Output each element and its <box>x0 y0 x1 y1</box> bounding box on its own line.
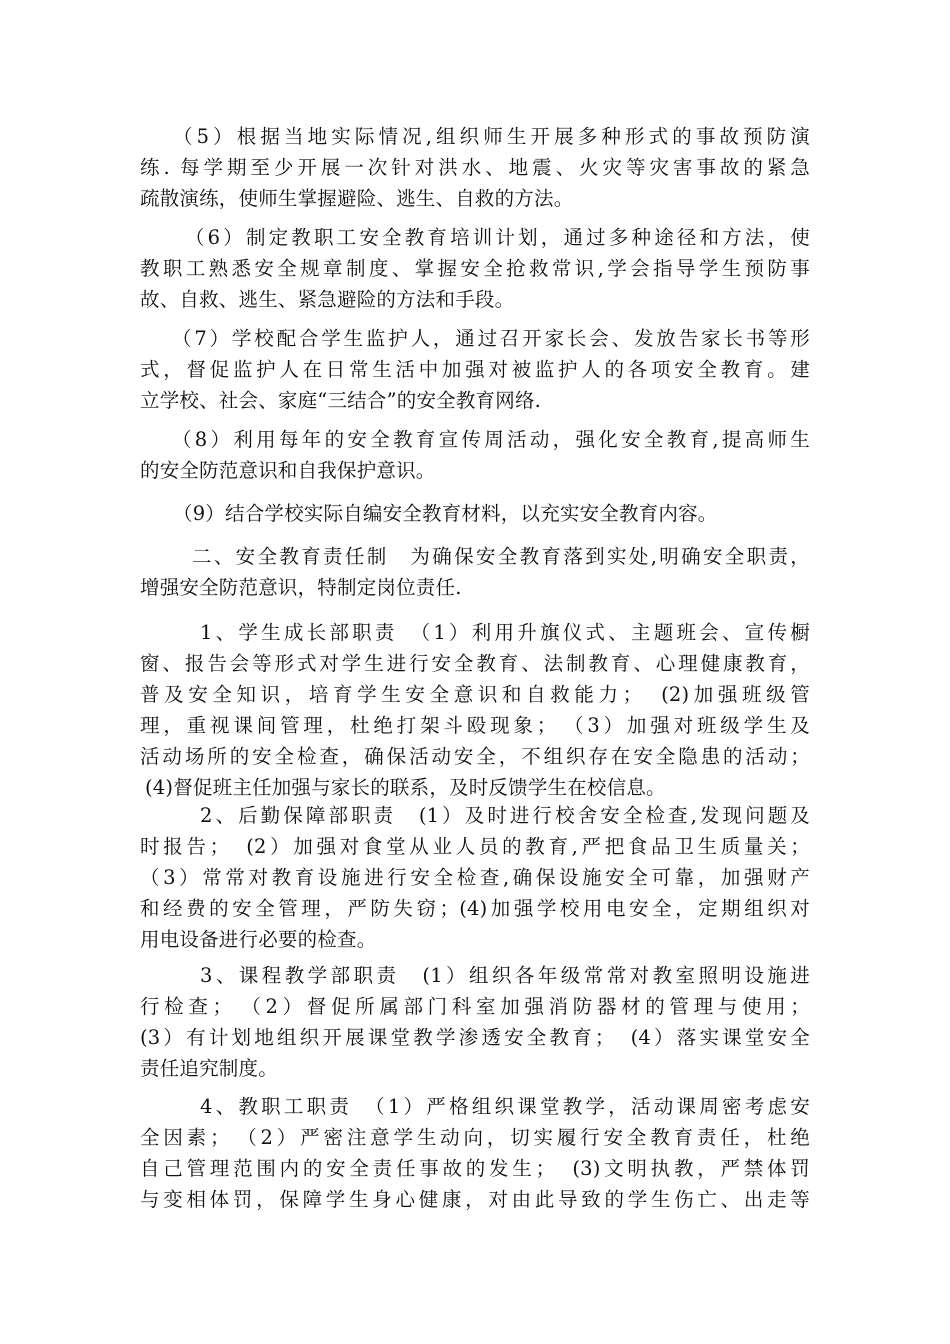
paragraph-item-5 <box>140 121 810 214</box>
text-line: 理，重视课间管理，杜绝打架斗殴现象； （3）加强对班级学生及 <box>140 714 810 737</box>
text-line: （9）结合学校实际自编安全教育材料，以充实安全教育内容。 <box>173 502 718 525</box>
paragraph-item-6 <box>140 222 810 315</box>
text-line: 时报告； (2）加强对食堂从业人员的教育,严把食品卫生质量关； <box>140 835 810 858</box>
text-line: 1、学生成长部职责 （1）利用升旗仪式、主题班会、宣传橱 <box>200 621 810 644</box>
text-line: 3、课程教学部职责 (1）组织各年级常常对教室照明设施进 <box>200 964 810 987</box>
text-line: (3）有计划地组织开展课堂教学渗透安全教育； (4）落实课堂安全 <box>140 1026 810 1049</box>
text-line: (4)督促班主任加强与家长的联系，及时反馈学生在校信息。 <box>145 776 666 799</box>
text-line: （7）学校配合学生监护人，通过召开家长会、发放告家长书等形 <box>172 327 810 350</box>
section-two-heading-paragraph <box>140 541 810 603</box>
text-line: （3）常常对教育设施进行安全检查,确保设施安全可靠，加强财产 <box>140 866 810 889</box>
text-line: 行检查； （2）督促所属部门科室加强消防器材的管理与使用； <box>140 995 810 1018</box>
text-line: 4、教职工职责 （1）严格组织课堂教学，活动课周密考虑安 <box>200 1095 810 1118</box>
text-line: 与变相体罚，保障学生身心健康，对由此导致的学生伤亡、出走等 <box>140 1188 810 1211</box>
text-line: 和经费的安全管理，严防失窃；(4)加强学校用电安全，定期组织对 <box>140 897 810 920</box>
text-line: 教职工熟悉安全规章制度、掌握安全抢救常识,学会指导学生预防事 <box>140 257 810 280</box>
text-line: （6）制定教职工安全教育培训计划，通过多种途径和方法，使 <box>185 226 810 249</box>
text-line: 二、安全教育责任制 为确保安全教育落到实处,明确安全职责， <box>192 545 810 568</box>
text-line: 式，督促监护人在日常生活中加强对被监护人的各项安全教育。建 <box>140 358 810 381</box>
text-line: 用电设备进行必要的检查。 <box>140 928 377 951</box>
paragraph-item-7 <box>140 323 810 416</box>
duty-curriculum-dept <box>140 960 810 1084</box>
text-line: 2、后勤保障部职责 (1）及时进行校舍安全检查,发现问题及 <box>200 804 810 827</box>
text-line: （5）根据当地实际情况,组织师生开展多种形式的事故预防演 <box>173 125 810 148</box>
paragraph-item-8 <box>140 424 810 486</box>
text-line: 责任追究制度。 <box>140 1057 278 1080</box>
text-line: 全因素； （2）严密注意学生动向，切实履行安全教育责任，杜绝 <box>140 1126 810 1149</box>
text-line: 自己管理范围内的安全责任事故的发生； (3)文明执教，严禁体罚 <box>140 1157 810 1180</box>
paragraph-item-9 <box>140 498 810 529</box>
text-line: 练. 每学期至少开展一次针对洪水、地震、火灾等灾害事故的紧急 <box>140 156 810 179</box>
text-line: 活动场所的安全检查，确保活动安全，不组织存在安全隐患的活动； <box>140 745 810 768</box>
text-line: 疏散演练，使师生掌握避险、逃生、自救的方法。 <box>140 187 574 210</box>
text-line: 立学校、社会、家庭“三结合”的安全教育网络. <box>140 389 542 412</box>
text-line: 普及安全知识，培育学生安全意识和自救能力； (2)加强班级管 <box>140 683 810 706</box>
text-line: 增强安全防范意识，特制定岗位责任. <box>140 576 462 599</box>
duty-student-growth-dept <box>140 617 810 803</box>
duty-staff <box>140 1091 810 1215</box>
text-line: 的安全防范意识和自我保护意识。 <box>140 459 436 482</box>
text-line: 窗、报告会等形式对学生进行安全教育、法制教育、心理健康教育， <box>140 652 810 675</box>
text-line: （8）利用每年的安全教育宣传周活动，强化安全教育,提高师生 <box>172 428 810 451</box>
duty-logistics-dept <box>140 800 810 955</box>
text-line: 故、自救、逃生、紧急避险的方法和手段。 <box>140 288 515 311</box>
